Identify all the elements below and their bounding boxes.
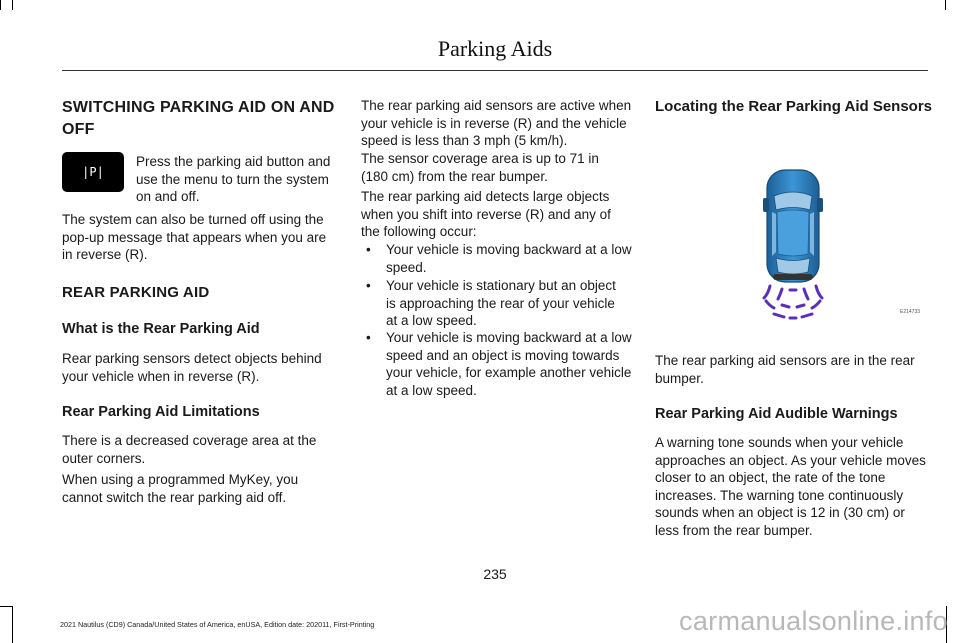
figure-id: E214733: [900, 309, 921, 315]
what-is-text: Rear parking sensors detect objects behind your vehicle when in reverse (R).: [62, 351, 322, 384]
watermark: carmanualsonline.info: [679, 606, 948, 636]
page-title: Parking Aids: [437, 36, 553, 61]
coverage-area-text: The sensor coverage area is up to 71 in (180 cm) from the rear bumper.: [361, 151, 599, 184]
heading-audible-warnings: Rear Parking Aid Audible Warnings: [655, 406, 898, 422]
bullet-icon: •: [366, 278, 371, 293]
list-item: [366, 277, 636, 329]
limitations-text-2: When using a programmed MyKey, you cannot switch the rear parking aid off.: [62, 472, 299, 505]
heading-rear-parking-aid: REAR PARKING AID: [62, 284, 210, 301]
also-turned-off-text: The system can also be turned off using the pop-up message that appears when you are in reverse (R).: [62, 212, 327, 262]
crop-mark: [12, 606, 13, 643]
parking-aid-button-icon: [62, 152, 124, 192]
crop-mark: [0, 0, 1, 10]
sensors-location-text: The rear parking aid sensors are in the rear bumper.: [655, 353, 915, 386]
parking-aid-button-label: |P|: [82, 165, 104, 179]
press-button-text: Press the parking aid button and use the menu to turn the system on and off.: [136, 154, 331, 204]
detects-objects-text: The rear parking aid detects large objects when you shift into reverse (R) and any of the following occur:: [361, 189, 611, 239]
header-rule: [62, 70, 928, 71]
list-item: [366, 329, 636, 399]
limitations-text-1: There is a decreased coverage area at the outer corners.: [62, 433, 317, 466]
car-top-view-icon: [763, 170, 823, 282]
audible-warnings-text: A warning tone sounds when your vehicle approaches an object. As your vehicle moves closer to an object, the rate of the tone increases. The warning tone continuously sounds when an object is 12 in (30 cm) or less from the rear bumper.: [655, 435, 926, 538]
heading-switching: SWITCHING PARKING AID ON AND OFF: [62, 99, 335, 138]
heading-locating: Locating the Rear Parking Aid Sensors: [655, 98, 933, 115]
page-number: 235: [483, 566, 507, 582]
list-item-text: Your vehicle is stationary but an object is approaching the rear of your vehicle at a low speed.: [386, 278, 616, 328]
rear-sensors-figure: [748, 168, 838, 320]
crop-mark: [945, 0, 946, 10]
list-item-text: Your vehicle is moving backward at a low speed and an object is moving towards your vehicle, for example another vehicle at a low speed.: [386, 330, 632, 398]
crop-mark: [12, 0, 13, 10]
active-conditions-text: The rear parking aid sensors are active when your vehicle is in reverse (R) and the vehicle speed is less than 3 mph (5 km/h).: [361, 98, 632, 148]
list-item-text: Your vehicle is moving backward at a low speed.: [386, 242, 632, 275]
list-item: [366, 241, 636, 277]
heading-what-is: What is the Rear Parking Aid: [62, 321, 260, 337]
edition-footer: 2021 Nautilus (CD9) Canada/United States of America, enUSA, Edition date: 202011, First-Printing: [60, 620, 375, 629]
bullet-icon: •: [366, 242, 371, 257]
heading-limitations: Rear Parking Aid Limitations: [62, 404, 260, 420]
bullet-icon: •: [366, 330, 371, 345]
crop-mark: [0, 606, 12, 607]
sensor-waves-icon: [764, 286, 822, 318]
